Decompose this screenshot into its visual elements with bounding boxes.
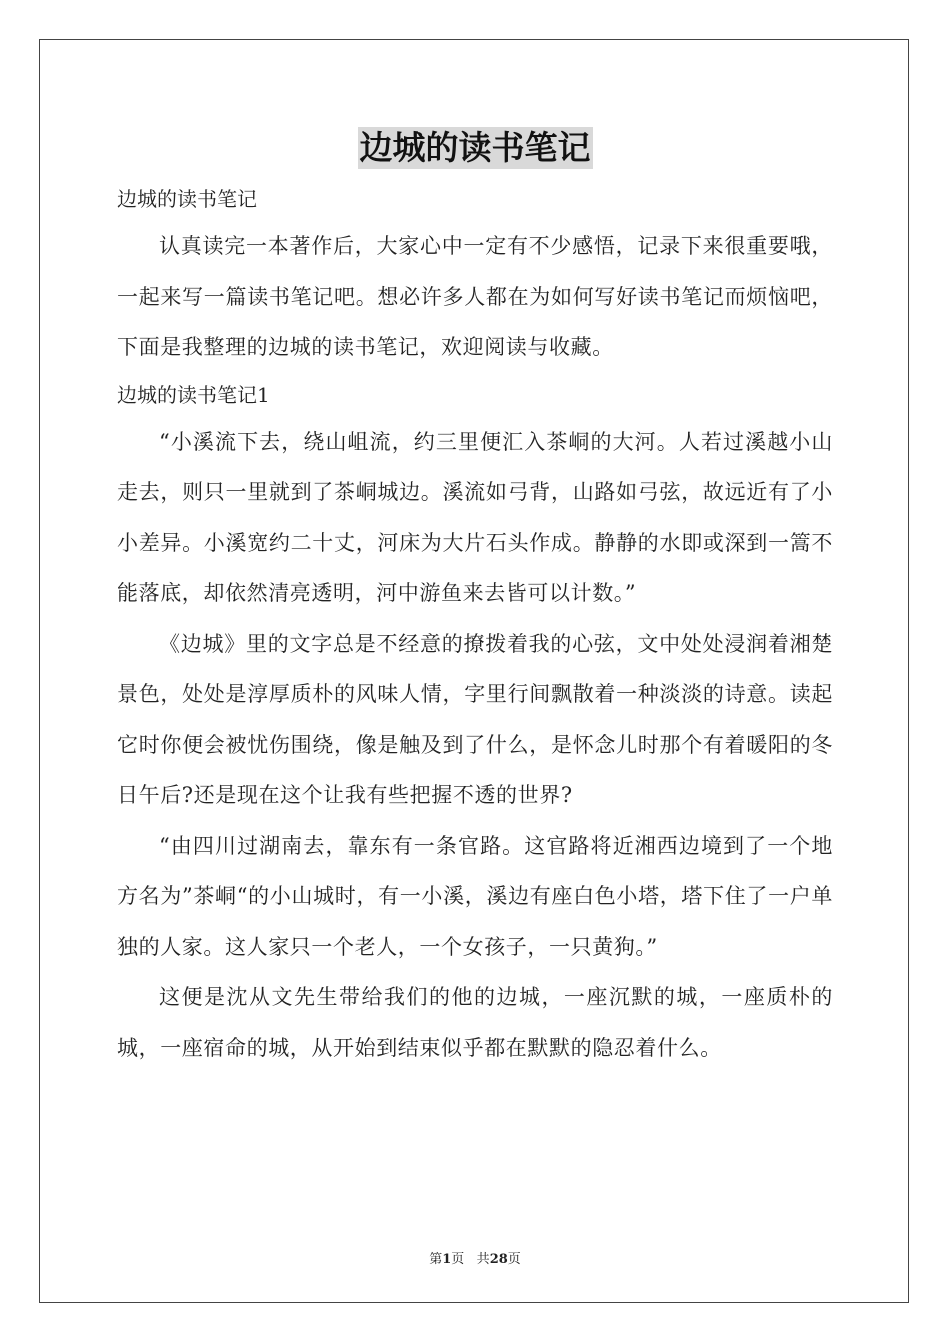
- page-suffix: 页: [451, 1252, 465, 1267]
- page-footer: [0, 1248, 950, 1267]
- total-suffix: 页: [507, 1252, 521, 1267]
- body-paragraph: “小溪流下去，绕山岨流，约三里便汇入茶峒的大河。人若过溪越小山走去，则只一里就到了茶峒城边。溪流如弓背，山路如弓弦，故远近有了小小差异。小溪宽约二十丈，河床为大片石头作成。静静的水即或深到一篙不能落底，却依然清亮透明，河中游鱼来去皆可以计数。”: [117, 429, 833, 605]
- title-container: [0, 127, 950, 169]
- document-subtitle: 边城的读书笔记: [117, 187, 257, 211]
- document-title: 边城的读书笔记: [359, 128, 591, 167]
- page-prefix: 第: [429, 1252, 443, 1267]
- body-paragraph: 这便是沈从文先生带给我们的他的边城，一座沉默的城，一座质朴的城，一座宿命的城，从开始到结束似乎都在默默的隐忍着什么。: [117, 985, 833, 1060]
- body-paragraph: “由四川过湖南去，靠东有一条官路。这官路将近湘西边境到了一个地方名为”茶峒“的小山城时，有一小溪，溪边有座白色小塔，塔下住了一户单独的人家。这人家只一个老人，一个女孩子，一只黄狗。”: [117, 833, 833, 959]
- section-heading: 边城的读书笔记1: [117, 382, 270, 407]
- body-paragraph: 《边城》里的文字总是不经意的撩拨着我的心弦，文中处处浸润着湘楚景色，处处是淳厚质朴的风味人情，字里行间飘散着一种淡淡的诗意。读起它时你便会被忧伤围绕，像是触及到了什么，是怀念儿时那个有着暖阳的冬日午后?还是现在这个让我有些把握不透的世界?: [117, 631, 833, 807]
- intro-paragraph: 认真读完一本著作后，大家心中一定有不少感悟，记录下来很重要哦，一起来写一篇读书笔记吧。想必许多人都在为如何写好读书笔记而烦恼吧，下面是我整理的边城的读书笔记，欢迎阅读与收藏。: [117, 234, 833, 359]
- page-total: 28: [489, 1252, 508, 1267]
- page-current: 1: [442, 1252, 452, 1267]
- document-body: [117, 180, 833, 1073]
- total-prefix: 共: [476, 1252, 490, 1267]
